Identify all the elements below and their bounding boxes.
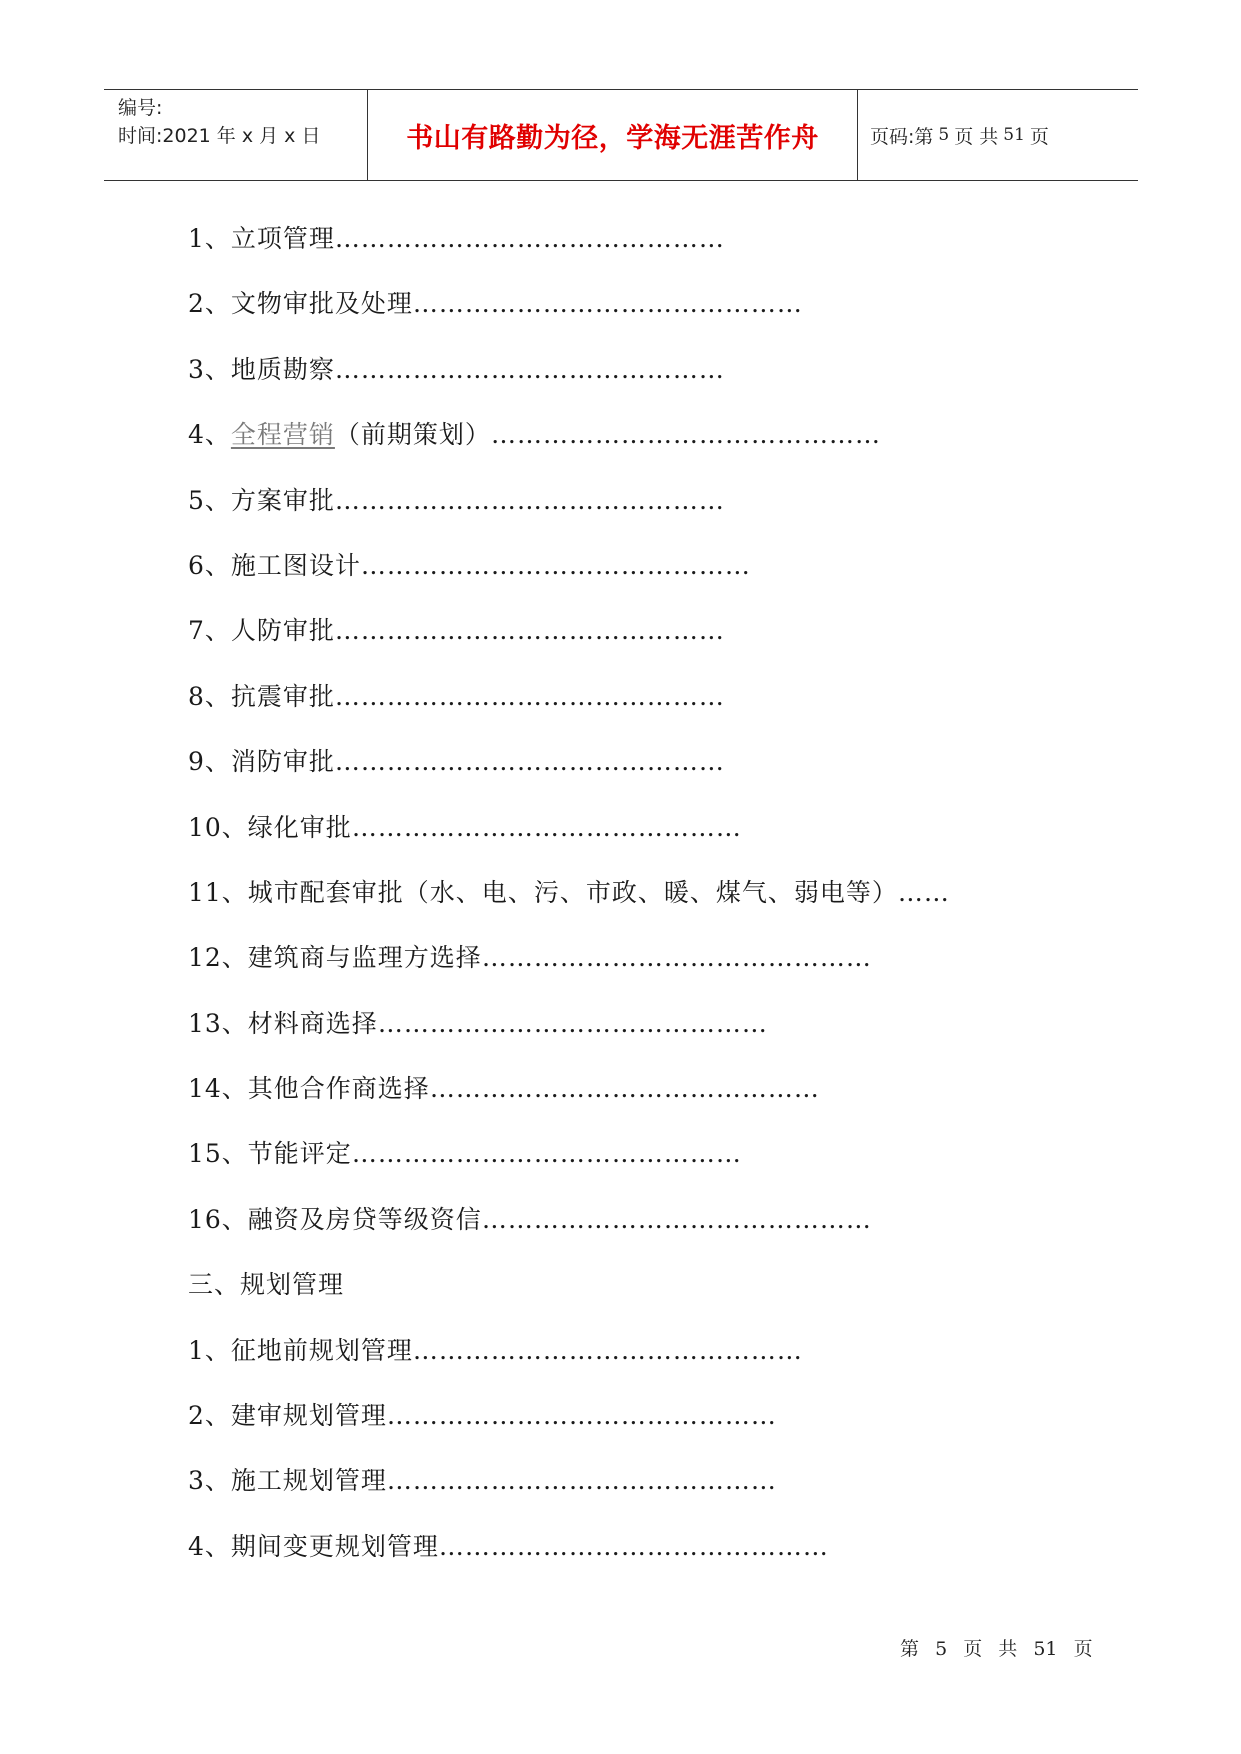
toc-item bbox=[188, 549, 1088, 614]
toc-item bbox=[188, 353, 1088, 418]
toc-item bbox=[188, 680, 1088, 745]
page-header bbox=[104, 89, 1138, 181]
toc-item-text: 15、节能评定 bbox=[188, 1139, 352, 1169]
toc-item bbox=[188, 1007, 1088, 1072]
toc-item bbox=[188, 484, 1088, 549]
toc-item bbox=[188, 1399, 1088, 1464]
toc-leader-dots: ……………………………………… bbox=[334, 681, 725, 711]
toc-item bbox=[188, 1072, 1088, 1137]
toc-leader-dots: ……………………………………… bbox=[351, 1139, 742, 1169]
toc-item bbox=[188, 287, 1088, 352]
toc-item-prefix: 4、 bbox=[188, 420, 231, 450]
toc-item bbox=[188, 1334, 1088, 1399]
page-number: 5 bbox=[938, 125, 950, 145]
toc-item-text: 1、征地前规划管理 bbox=[188, 1335, 413, 1365]
toc-item-text: 8、抗震审批 bbox=[188, 681, 335, 711]
toc-leader-dots: ……………………………………… bbox=[412, 1335, 803, 1365]
toc-item-text: 9、消防审批 bbox=[188, 747, 335, 777]
page-prefix: 页码:第 bbox=[870, 125, 934, 148]
toc-item bbox=[188, 1530, 1088, 1595]
toc-item-text: 16、融资及房贷等级资信 bbox=[188, 1204, 482, 1234]
toc-leader-dots: ……………………………………… bbox=[412, 289, 803, 319]
toc-leader-dots: ……………………………………… bbox=[429, 1074, 820, 1104]
toc-leader-dots: ……………………………………… bbox=[334, 616, 725, 646]
toc-section-heading bbox=[188, 1268, 1088, 1333]
footer-b: 页 bbox=[963, 1638, 983, 1660]
toc-item-text: 10、绿化审批 bbox=[188, 812, 352, 842]
toc-item-text: 2、文物审批及处理 bbox=[188, 289, 413, 319]
toc-item-text: 1、立项管理 bbox=[188, 224, 335, 253]
toc-item bbox=[188, 222, 1088, 287]
toc-item-text: 6、施工图设计 bbox=[188, 550, 361, 580]
toc-item-text: 3、施工规划管理 bbox=[188, 1466, 387, 1496]
toc-item-text: 2、建审规划管理 bbox=[188, 1401, 387, 1431]
toc-leader-dots: ……………………………………… bbox=[351, 812, 742, 842]
toc-item bbox=[188, 876, 1088, 941]
toc-item-text: 4、期间变更规划管理 bbox=[188, 1531, 439, 1561]
toc-item-link[interactable]: 全程营销 bbox=[230, 420, 335, 450]
toc-item-text: 3、地质勘察 bbox=[188, 354, 335, 384]
toc-item-text: 三、规划管理 bbox=[188, 1270, 345, 1300]
time-label: 时间:2021 年 x 月 x 日 bbox=[118, 125, 321, 147]
toc-leader-dots: ……………………………………… bbox=[334, 485, 725, 515]
toc-item-text: 12、建筑商与监理方选择 bbox=[188, 943, 482, 973]
toc-leader-dots: ……………………………………… bbox=[481, 943, 872, 973]
toc-item bbox=[188, 614, 1088, 679]
toc-leader-dots: ……………………………………… bbox=[334, 354, 725, 384]
number-label: 编号: bbox=[118, 97, 163, 119]
toc-leader-dots: ……………………………………… bbox=[334, 224, 725, 253]
toc-leader-dots: ……………………………………… bbox=[386, 1401, 777, 1431]
toc-leader-dots: …… bbox=[897, 877, 950, 907]
toc-item bbox=[188, 941, 1088, 1006]
toc-item bbox=[188, 418, 1088, 483]
toc-leader-dots: ……………………………………… bbox=[438, 1531, 829, 1561]
toc-item bbox=[188, 1464, 1088, 1529]
toc-item bbox=[188, 1137, 1088, 1202]
toc-item-text: 11、城市配套审批（水、电、污、市政、暖、煤气、弱电等） bbox=[188, 877, 898, 907]
page-total: 51 bbox=[1003, 125, 1025, 145]
toc-item bbox=[188, 745, 1088, 810]
page-suffix: 页 bbox=[1029, 125, 1049, 148]
toc-item bbox=[188, 811, 1088, 876]
footer-d: 页 bbox=[1073, 1638, 1093, 1660]
header-motto: 书山有路勤为径，学海无涯苦作舟 bbox=[368, 90, 858, 180]
footer-page-number: 5 bbox=[935, 1638, 948, 1660]
toc-item bbox=[188, 1203, 1088, 1268]
toc-item-text: 14、其他合作商选择 bbox=[188, 1074, 430, 1104]
page-mid: 页 共 bbox=[954, 125, 999, 148]
footer-page-total: 51 bbox=[1033, 1638, 1058, 1660]
toc-leader-dots: ……………………………………… bbox=[360, 550, 751, 580]
toc-item-text: 5、方案审批 bbox=[188, 485, 335, 515]
toc-leader-dots: ……………………………………… bbox=[386, 1466, 777, 1496]
toc-leader-dots: ……………………………………… bbox=[481, 1204, 872, 1234]
header-page-info bbox=[858, 90, 1138, 180]
page-footer bbox=[900, 1634, 1103, 1661]
footer-a: 第 bbox=[900, 1638, 920, 1660]
header-meta bbox=[104, 90, 368, 180]
toc-item-text: 7、人防审批 bbox=[188, 616, 335, 646]
toc-item-text: （前期策划） bbox=[334, 420, 491, 450]
toc-leader-dots: ……………………………………… bbox=[334, 747, 725, 777]
toc-item-text: 13、材料商选择 bbox=[188, 1008, 378, 1038]
toc-leader-dots: ……………………………………… bbox=[377, 1008, 768, 1038]
toc-leader-dots: ……………………………………… bbox=[490, 420, 881, 450]
table-of-contents bbox=[188, 222, 1088, 1595]
footer-c: 共 bbox=[998, 1638, 1018, 1660]
